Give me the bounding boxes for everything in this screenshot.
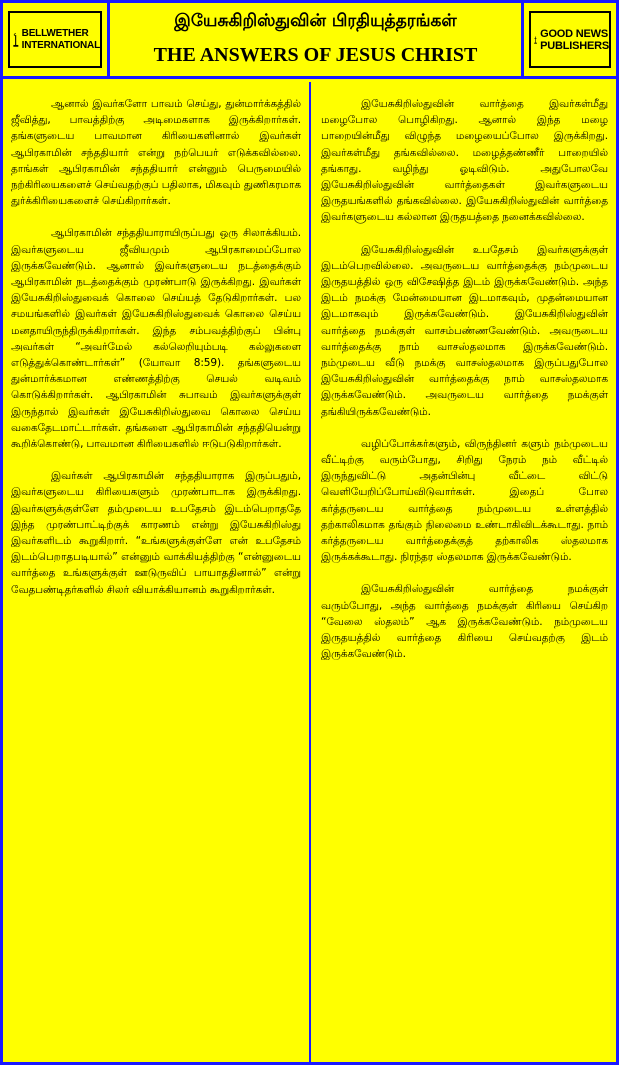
- page-title-english: THE ANSWERS OF JESUS CHRIST: [153, 44, 478, 66]
- header: [3, 3, 616, 79]
- logo-left: [3, 3, 110, 76]
- left-paragraph-3: இவர்கள் ஆபிரகாமின் சந்ததியாராக இருப்பதும், இவர்களுடைய கிரியைகளும் முரண்பாடாக இருக்கிறது. இவர்களுக்குள்ளே தம்முடைய உபதேசம் இடம்பெறாததே இந்த முரண்பாட்டிற்குக் காரணம் என்று இயேசுகிறிஸ்து இவர்களிடம் கூறுகிறார். “உங்களுக்குள்ளே என் உபதேசம் இடம்பெறாதபடியால்” என்னும் வாக்கியத்திற்கு “என்னுடைய வார்த்தை உங்களுக்குள் ஊடுருவிப் பாயாததினால்” என்று வேதபண்டிதர்களில் சிலர் வியாக்கியானம் கூறுகிறார்கள்.: [11, 470, 301, 596]
- good-news-logo: [529, 11, 611, 68]
- right-paragraph-1: இயேசுகிறிஸ்துவின் வார்த்தை இவர்கள்மீது மழைபோல பொழிகிறது. ஆனால் இந்த மழை பாறையின்மீது விழுந்த மழையைப்போல இருக்கிறது. இவர்கள்மீது தங்கவில்லை. மழைத்தண்ணீர் பாறையில் தங்காது. வழிந்து ஓடிவிடும். அதுபோலவே இயேசுகிறிஸ்துவின் வார்த்தைகள் இவர்களுடைய இருதயங்களில் தங்கவில்லை. இயேசுகிறிஸ்துவின் வார்த்தை இவர்களுடைய கல்லான இருதயத்தை நனைக்கவில்லை.: [321, 98, 608, 224]
- logo-left-line1: BELLWETHER: [21, 27, 89, 39]
- logo-right-text: [540, 28, 609, 52]
- logo-right: [521, 3, 616, 76]
- left-paragraph-2: ஆபிரகாமின் சந்ததியாராயிருப்பது ஒரு சிலாக்கியம். இவர்களுடைய ஜீவியமும் ஆபிரகாமைப்போல இருக்கவேண்டும். ஆனால் இவர்களுடைய நடத்தைக்கும் ஆபிரகாமின் நடத்தைக்கும் முரண்பாடு இருக்கிறது. இவர்கள் இயேசுகிறிஸ்துவைக் கொலை செய்யத் தேடுகிறார்கள். பல சமயங்களில் இவர்கள் இயேசுகிறிஸ்துவைக் கொலை செய்ய மனதாயிருந்திருக்கிறார்கள். இந்த சம்பவத்திற்குப் பின்பு அவர்கள் “அவர்மேல் கல்லெறியும்படி கல்லுகளை எடுத்துக்கொண்டார்கள்” (யோவா 8:59). தங்களுடைய துன்மார்க்கமான எண்ணத்திற்கு செயல் வடிவம் கொடுக்கிறார்கள். ஆபிரகாமின் சுபாவம் இவர்களுக்குள் இருந்தால் இவர்கள் இயேசுகிறிஸ்துவை கொலை செய்ய வகைதேடமாட்டார்கள். தங்களை ஆபிரகாமின் சந்ததியென்று கூறிக்கொண்டு, பாவமான கிரியைகளில் ஈடுபடுகிறார்கள்.: [11, 227, 301, 451]
- right-paragraph-3: வழிப்போக்கர்களும், விருந்தினர் களும் நம்முடைய வீட்டிற்கு வரும்போது, சிறிது நேரம் நம் வீட்டில் இருந்துவிட்டு அதன்பின்பு வீட்டை விட்டு வெளியேறிப்போய்விடுவார்கள். இதைப் போல கர்த்தருடைய வார்த்தை நம்முடைய உள்ளத்தில் தற்காலிகமாக தங்கும் நிலைமை உண்டாகிவிடக்கூடாது. நாம் கர்த்தருடைய வார்த்தைக்குத் தற்காலிக ஸ்தலமாக இருக்கக்கூடாது. நிரந்தர ஸ்தலமாக இருக்கவேண்டும்.: [321, 437, 608, 564]
- logo-left-line2: INTERNATIONAL: [21, 39, 100, 51]
- logo-right-line1: GOOD NEWS: [540, 27, 608, 40]
- logo-left-text: [22, 28, 100, 52]
- shepherd-staff-icon: [13, 20, 19, 60]
- bellwether-logo: [8, 11, 102, 68]
- logo-right-line2: PUBLISHERS: [540, 39, 609, 52]
- right-paragraph-2: இயேசுகிறிஸ்துவின் உபதேசம் இவர்களுக்குள் இடம்பெறவில்லை. அவருடைய வார்த்தைக்கு நம்முடைய இருதயத்தில் ஒரு விசேஷித்த இடம் இருக்கவேண்டும். அந்த இடம் நமக்கு மேன்மையான இடமாகவும், முதன்மையான இடமாகவும் இருக்கவேண்டும். இயேசுகிறிஸ்துவின் வார்த்தை நமக்குள் வாசம்பண்ணவேண்டும். அவருடைய வார்த்தைக்கு நாம் வாசஸ்தலமாக இருக்கவேண்டும். நம்முடைய வீடு நமக்கு வாசஸ்தலமாக இருப்பதுபோல இயேசுகிறிஸ்துவின் வார்த்தைக்கு நாம் வாசஸ்தலமாக இருக்கவேண்டும். அவருடைய வார்த்தை நமக்குள் தங்கியிருக்கவேண்டும்.: [321, 243, 608, 418]
- right-column: [313, 82, 616, 1062]
- left-paragraph-1: ஆனால் இவர்களோ பாவம் செய்து, துன்மார்க்கத்தில் ஜீவித்து, பாவத்திற்கு அடிமைகளாக இருக்கிறார்கள். தங்களுடைய பாவமான கிரியைகளினால் இவர்கள் ஆபிரகாமின் சந்ததியார் என்று நற்பெயர் எடுக்கவில்லை. தாங்கள் ஆபிரகாமின் சந்ததியார் என்னும் பெருமையில் நற்கிரியைகளைச் செய்வதற்குப் பதிலாக, மிகவும் துணிகரமாக துர்க்கிரியைகளைச் செய்கிறார்கள்.: [11, 98, 301, 208]
- left-column: [3, 82, 311, 1062]
- book-stack-icon: [534, 20, 537, 60]
- title-area: [110, 3, 521, 76]
- right-paragraph-4: இயேசுகிறிஸ்துவின் வார்த்தை நமக்குள் வரும்போது, அந்த வார்த்தை நமக்குள் கிரியை செய்கிற “வேலை ஸ்தலம்” ஆக இருக்கவேண்டும். நம்முடைய இருதயத்தில் வார்த்தை கிரியை செய்வதற்கு இடம் இருக்கவேண்டும்.: [321, 583, 608, 661]
- page-title-tamil: இயேசுகிறிஸ்துவின் பிரதியுத்தரங்கள்: [174, 11, 457, 31]
